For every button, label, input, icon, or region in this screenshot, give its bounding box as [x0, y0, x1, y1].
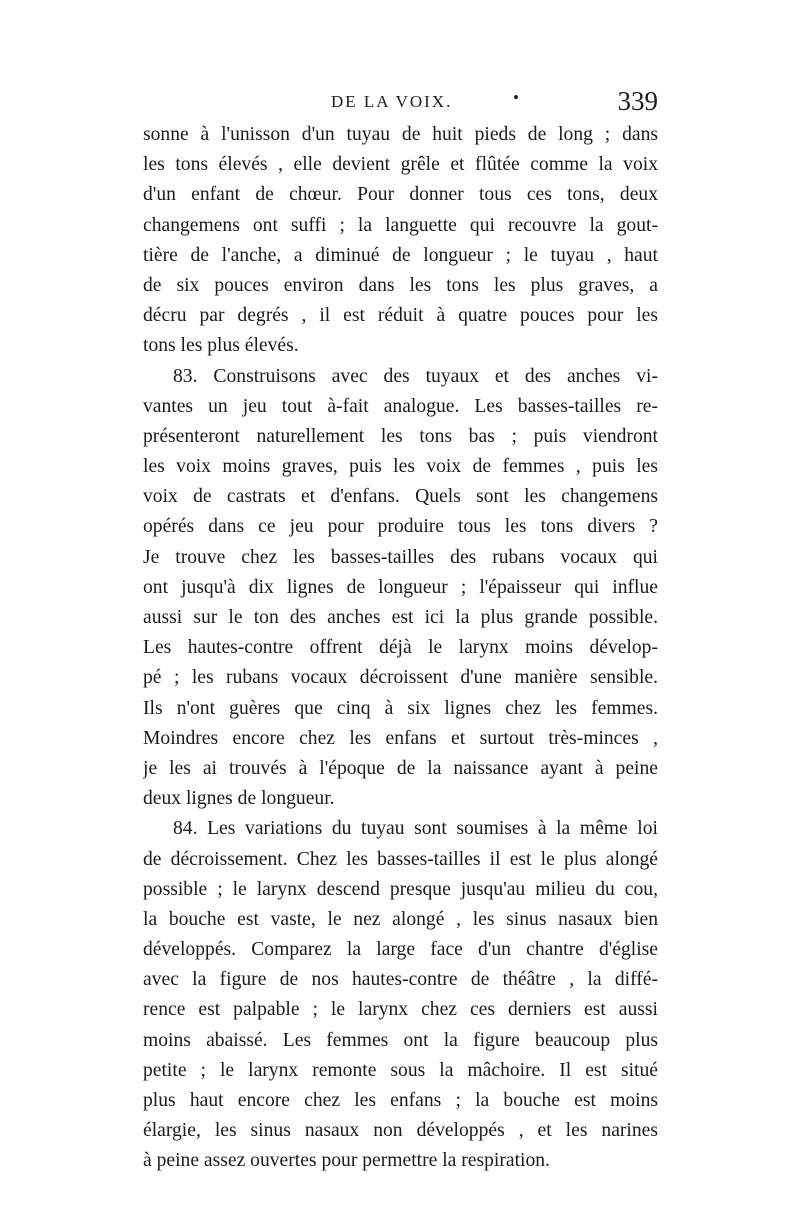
text-line: plus haut encore chez les enfans ; la bouche est moins — [143, 1090, 658, 1111]
text-line: élargie, les sinus nasaux non développés , et les narines — [143, 1120, 658, 1142]
text-line: d'un enfant de chœur. Pour donner tous ces tons, deux — [143, 184, 658, 206]
text-line: possible ; le larynx descend presque jusqu'au milieu du cou, — [143, 878, 658, 900]
page-number: 339 — [617, 86, 658, 116]
running-title: DE LA VOIX. — [331, 92, 453, 111]
text-line: moins abaissé. Les femmes ont la figure beaucoup plus — [143, 1029, 658, 1051]
body-text — [143, 120, 658, 1177]
text-line: tière de l'anche, a diminué de longueur ; le tuyau , haut — [143, 244, 658, 266]
text-line: les tons élevés , elle devient grêle et flûtée comme la voix — [143, 154, 658, 176]
text-line: Les hautes-contre offrent déjà le larynx moins dévelop- — [143, 637, 658, 659]
text-line: changemens ont suffi ; la languette qui recouvre la gout- — [143, 214, 658, 236]
paragraph-83-start: 83. Construisons avec des tuyaux et des anches vi- — [173, 365, 658, 387]
text-line: tons les plus élevés. — [143, 335, 299, 357]
running-head-dot: • — [513, 88, 519, 107]
text-line: voix de castrats et d'enfans. Quels sont les changemens — [143, 486, 658, 508]
text-line: de six pouces environ dans les tons les plus graves, a — [143, 274, 658, 296]
text-line: de décroissement. Chez les basses-tailles il est le plus alongé — [143, 848, 658, 870]
running-head — [143, 86, 658, 122]
text-line: la bouche est vaste, le nez alongé , les sinus nasaux bien — [143, 908, 658, 930]
text-line: Moindres encore chez les enfans et surtout très-minces , — [143, 727, 658, 749]
text-line: décru par degrés , il est réduit à quatre pouces pour les — [143, 305, 658, 327]
text-line: aussi sur le ton des anches est ici la plus grande possible. — [143, 607, 658, 628]
text-line: présenteront naturellement les tons bas ; puis viendront — [143, 425, 658, 447]
text-line: Je trouve chez les basses-tailles des rubans vocaux qui — [143, 546, 658, 568]
text-line: à peine assez ouvertes pour permettre la respiration. — [143, 1150, 550, 1172]
text-line: rence est palpable ; le larynx chez ces derniers est aussi — [143, 999, 658, 1021]
text-line: opérés dans ce jeu pour produire tous les tons divers ? — [143, 516, 658, 538]
text-line: Ils n'ont guères que cinq à six lignes chez les femmes. — [143, 697, 658, 719]
text-line: sonne à l'unisson d'un tuyau de huit pieds de long ; dans — [143, 124, 658, 145]
text-line: pé ; les rubans vocaux décroissent d'une manière sensible. — [143, 667, 658, 689]
text-line: les voix moins graves, puis les voix de femmes , puis les — [143, 456, 658, 478]
text-line: petite ; le larynx remonte sous la mâchoire. Il est situé — [143, 1059, 658, 1081]
text-line: je les ai trouvés à l'époque de la naissance ayant à peine — [143, 757, 658, 779]
text-line: développés. Comparez la large face d'un chantre d'église — [143, 939, 658, 961]
text-line: vantes un jeu tout à-fait analogue. Les basses-tailles re- — [143, 395, 658, 417]
text-line: deux lignes de longueur. — [143, 788, 335, 810]
paragraph-84-start: 84. Les variations du tuyau sont soumises à la même loi — [173, 818, 658, 840]
text-line: avec la figure de nos hautes-contre de théâtre , la diffé- — [143, 969, 658, 991]
text-line: ont jusqu'à dix lignes de longueur ; l'épaisseur qui influe — [143, 576, 658, 598]
